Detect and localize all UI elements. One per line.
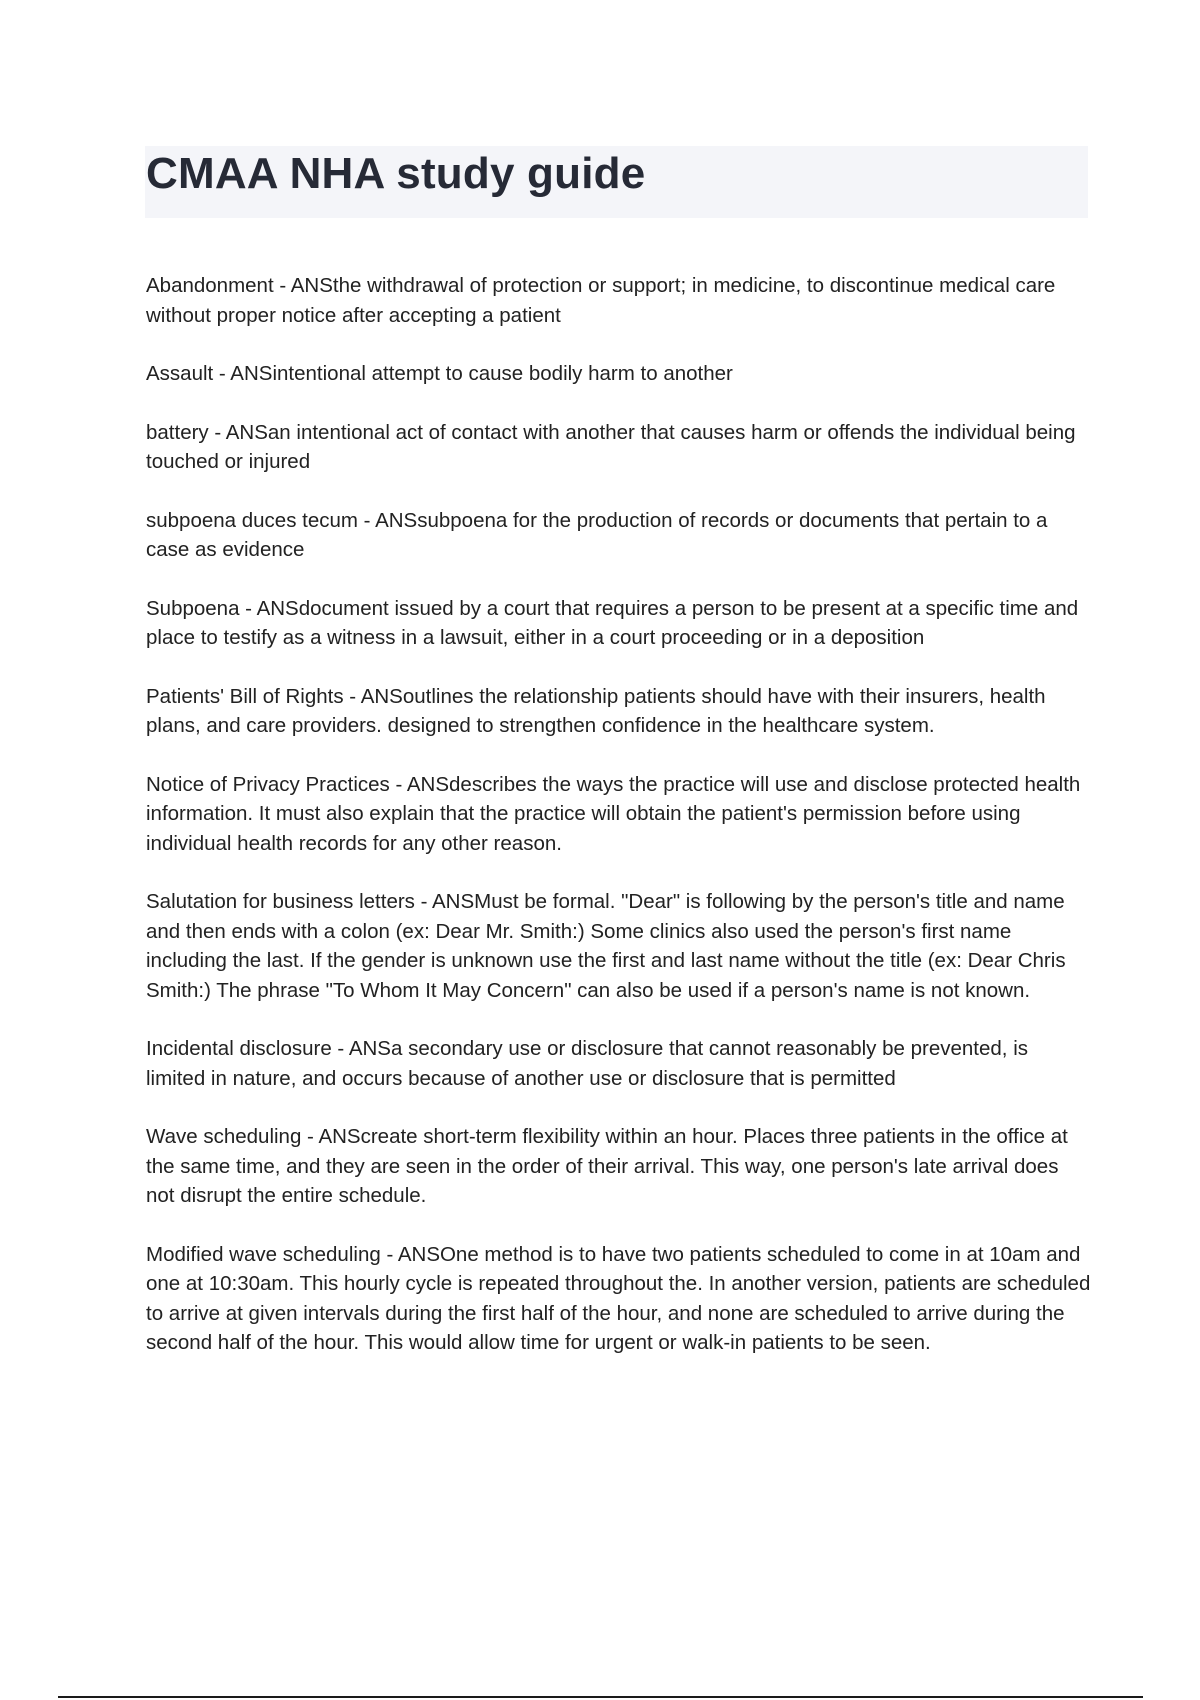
glossary-entry-subpoena: Subpoena - ANSdocument issued by a court that requires a person to be present at a specific time and place to testify as a witness in a lawsuit, either in a court proceeding or in a deposition [146,596,1079,649]
glossary-entry-assault: Assault - ANSintentional attempt to cause bodily harm to another [146,362,733,385]
glossary-entry-modified-wave-scheduling: Modified wave scheduling - ANSOne method is to have two patients scheduled to come in at 10am and one at 10:30am. This hourly cycle is repeated throughout the. In another version, patients are scheduled to arrive at given intervals during the first half of the hour, and none are scheduled to arrive during the second half of the hour. This would allow time for urgent or walk-in patients to be seen. [146,1242,1091,1354]
glossary-entry-notice-of-privacy-practices: Notice of Privacy Practices - ANSdescribes the ways the practice will use and disclose protected health information. It must also explain that the practice will obtain the patient's permission before using individual health records for any other reason. [146,772,1081,855]
glossary-entry-patients-bill-of-rights: Patients' Bill of Rights - ANSoutlines the relationship patients should have with their insurers, health plans, and care providers. designed to strengthen confidence in the healthcare system. [146,684,1046,737]
glossary-entry-salutation: Salutation for business letters - ANSMust be formal. "Dear" is following by the person's title and name and then ends with a colon (ex: Dear Mr. Smith:) Some clinics also used the person's first name including the last. If the gender is unknown use the first and last name without the title (ex: Dear Chris Smith:) The phrase "To Whom It May Concern" can also be used if a person's name is not known. [146,890,1066,1002]
glossary-entry-subpoena-duces-tecum: subpoena duces tecum - ANSsubpoena for the production of records or documents that pertain to a case as evidence [146,508,1048,561]
glossary-entry-incidental-disclosure: Incidental disclosure - ANSa secondary use or disclosure that cannot reasonably be prevented, is limited in nature, and occurs because of another use or disclosure that is permitted [146,1037,1029,1090]
glossary-entry-wave-scheduling: Wave scheduling - ANScreate short-term flexibility within an hour. Places three patients in the office at the same time, and they are seen in the order of their arrival. This way, one person's late arrival does not disrupt the entire schedule. [146,1125,1068,1207]
page-title: CMAA NHA study guide [146,149,646,198]
glossary-entry-abandonment: Abandonment - ANSthe withdrawal of protection or support; in medicine, to discontinue medical care without proper notice after accepting a patient [146,274,1056,327]
glossary-entry-battery: battery - ANSan intentional act of contact with another that causes harm or offends the individual being touched or injured [146,420,1076,473]
page-bottom-rule [58,1696,1143,1698]
glossary-list [146,271,1092,1387]
